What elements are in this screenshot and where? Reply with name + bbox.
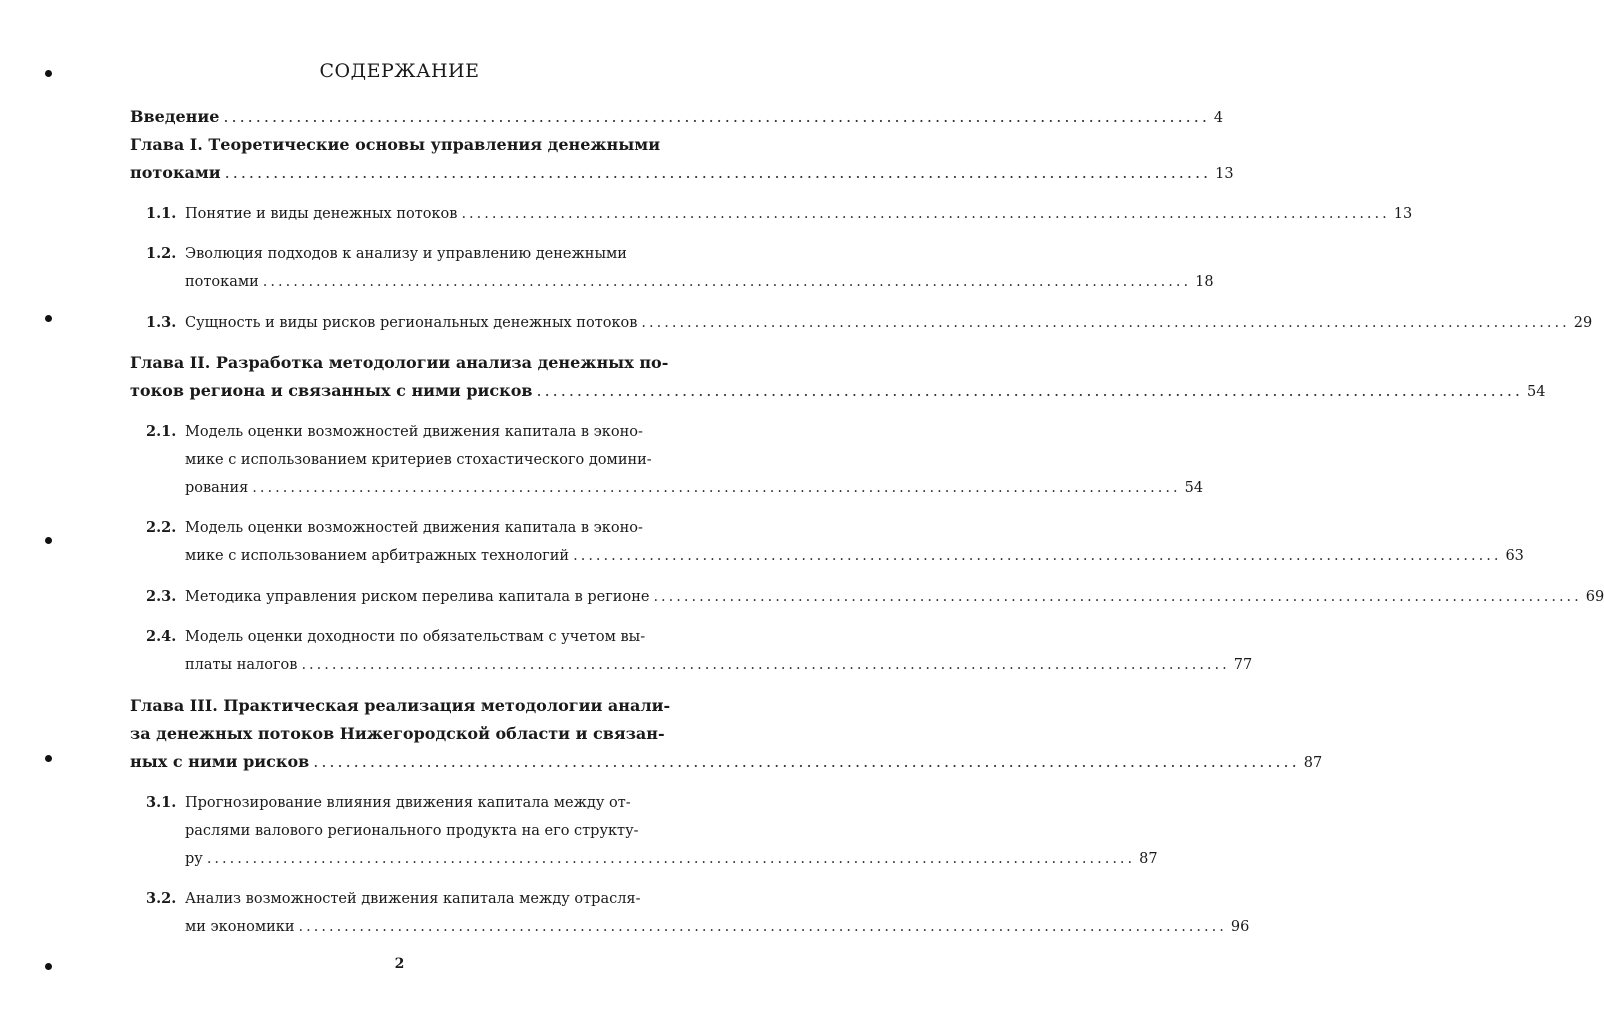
- toc-entry-text: Понятие и виды денежных потоков: [185, 206, 458, 222]
- binder-hole-mark: [45, 537, 52, 544]
- dot-leader: ..........................................................................................................................: [252, 480, 1181, 496]
- toc-page-number: 54: [1184, 480, 1204, 496]
- section-number: 3.2.: [146, 890, 177, 907]
- dot-leader: ..........................................................................................................................: [298, 919, 1227, 935]
- toc-entry-text: токов региона и связанных с ними рисков: [130, 381, 533, 400]
- toc-page-number: 96: [1230, 919, 1250, 935]
- toc-entry-text: за денежных потоков Нижегородской области и связан-: [130, 724, 665, 743]
- section-number: 2.3.: [146, 588, 177, 605]
- toc-page-number: 4: [1213, 110, 1224, 126]
- toc-entry-text: Глава I. Теоретические основы управления денежными: [130, 135, 661, 154]
- toc-entry-text: Эволюция подходов к анализу и управлению денежными: [185, 246, 627, 262]
- dot-leader: ..........................................................................................................................: [224, 163, 1212, 182]
- dot-leader: ..........................................................................................................................: [301, 657, 1230, 673]
- dot-leader: ..........................................................................................................................: [573, 548, 1502, 564]
- toc-entry-text: Модель оценки возможностей движения капитала в эконо-: [185, 520, 643, 536]
- toc-entry-text: Глава III. Практическая реализация методологии анали-: [130, 696, 671, 715]
- dot-leader: ..........................................................................................................................: [653, 589, 1582, 605]
- section-number: 1.3.: [146, 314, 177, 331]
- toc-entry-text: Введение: [130, 107, 220, 126]
- toc-entry-text: платы налогов: [185, 657, 298, 673]
- toc-page-number: 18: [1195, 274, 1214, 290]
- toc-entry-text: раслями валового регионального продукта на его структу-: [185, 823, 639, 839]
- dot-leader: ..........................................................................................................................: [641, 315, 1570, 331]
- toc-entry-text: Модель оценки доходности по обязательствам с учетом вы-: [185, 629, 646, 645]
- toc-entry-text: потоками: [185, 274, 259, 290]
- toc-entry-text: мике с использованием критериев стохастического домини-: [185, 452, 652, 468]
- toc-page-number: 63: [1505, 548, 1524, 564]
- binder-hole-mark: [45, 315, 52, 322]
- toc-entry-text: Сущность и виды рисков региональных денежных потоков: [185, 315, 638, 331]
- toc-entry-text: потоками: [130, 163, 221, 182]
- toc-entry-text: Прогнозирование влияния движения капитала между от-: [185, 795, 631, 811]
- section-number: 2.4.: [146, 628, 177, 645]
- toc-entry-text: ных с ними рисков: [130, 752, 310, 771]
- toc-page-number: 13: [1393, 206, 1413, 222]
- toc-entry-text: рования: [185, 480, 249, 496]
- toc-entry-text: мике с использованием арбитражных технологий: [185, 548, 570, 564]
- toc-page-number: 29: [1573, 315, 1593, 331]
- toc-page-number: 87: [1139, 851, 1158, 867]
- dot-leader: ..........................................................................................................................: [206, 851, 1136, 867]
- dot-leader: ..........................................................................................................................: [536, 381, 1523, 400]
- section-number: 3.1.: [146, 794, 177, 811]
- toc-page-number: 54: [1526, 384, 1546, 400]
- toc-page-number: 87: [1303, 755, 1323, 771]
- dot-leader: ..........................................................................................................................: [461, 206, 1390, 222]
- toc-entry-text: Глава II. Разработка методологии анализа денежных по-: [130, 353, 669, 372]
- dot-leader: ..........................................................................................................................: [223, 107, 1210, 126]
- toc-entry-text: ми экономики: [185, 919, 295, 935]
- toc-title: СОДЕРЖАНИЕ: [319, 60, 480, 82]
- section-number: 1.2.: [146, 245, 177, 262]
- toc-entry-text: Методика управления риском перелива капитала в регионе: [185, 589, 650, 605]
- page-number: 2: [394, 956, 405, 972]
- dot-leader: ..........................................................................................................................: [262, 274, 1192, 290]
- section-number: 1.1.: [146, 205, 177, 222]
- dot-leader: ..........................................................................................................................: [313, 752, 1300, 771]
- toc-entry-text: Модель оценки возможностей движения капитала в эконо-: [185, 424, 643, 440]
- toc-entry-text: ру: [185, 851, 203, 867]
- toc-page-number: 69: [1585, 589, 1604, 605]
- toc-entry-text: Анализ возможностей движения капитала между отрасля-: [185, 891, 641, 907]
- toc-page-number: 13: [1215, 166, 1234, 182]
- binder-hole-mark: [45, 755, 52, 762]
- section-number: 2.1.: [146, 423, 177, 440]
- section-number: 2.2.: [146, 519, 177, 536]
- toc-page-number: 77: [1233, 657, 1253, 673]
